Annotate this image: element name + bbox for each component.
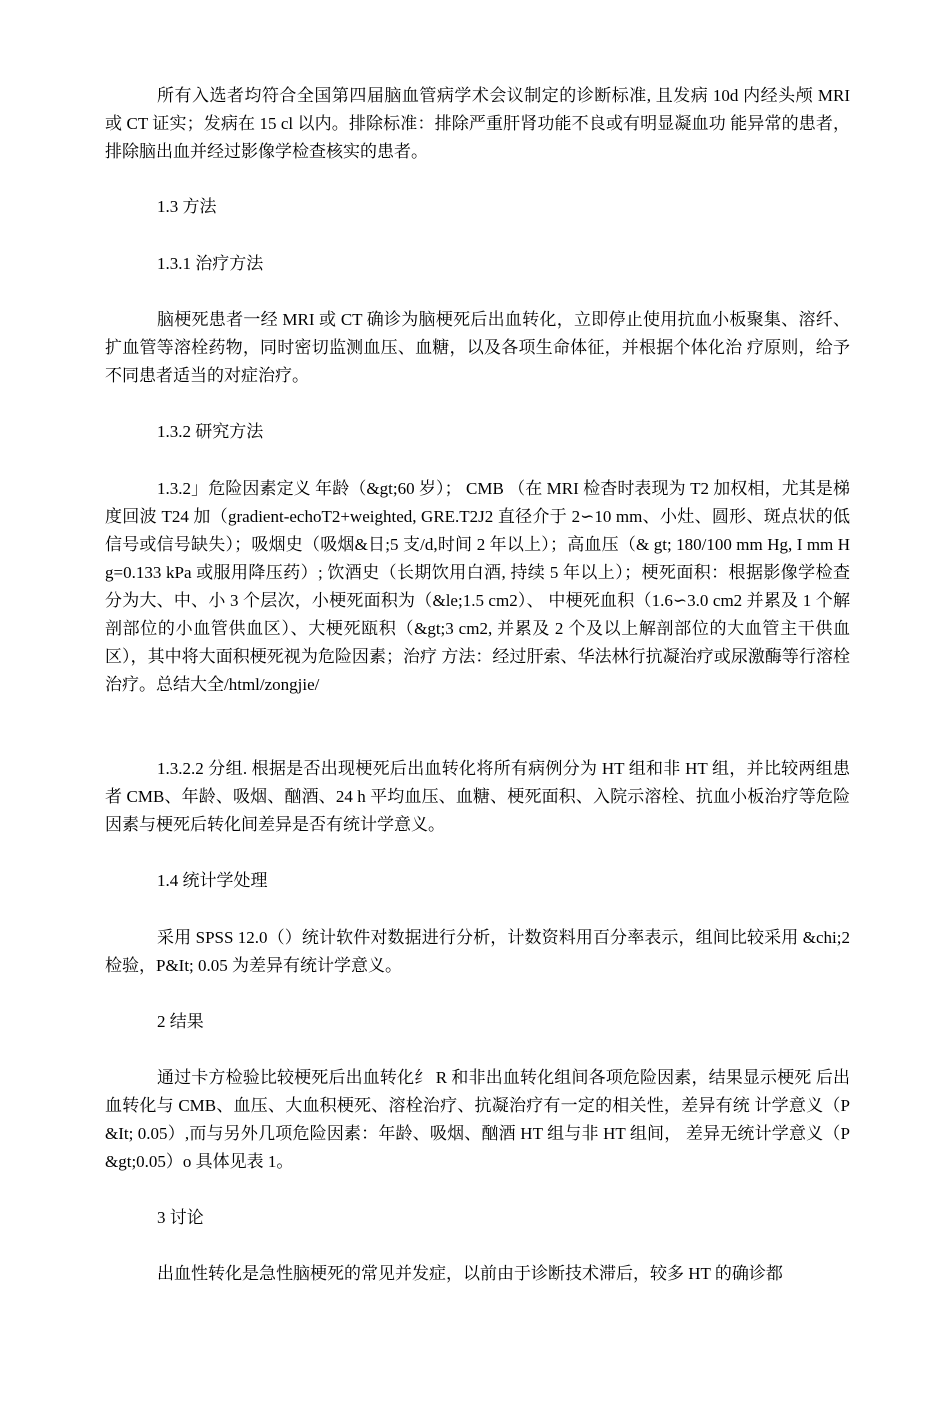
- results-paragraph: 通过卡方检验比较梗死后出血转化纟 R 和非出血转化组间各项危险因素，结果显示梗死 后出血转化与 CMB、血压、大血积梗死、溶栓治疗、抗凝治疗有一定的相关性，差异有统 计学意义（P&It; 0.05）,而与另外几项危险因素：年龄、吸烟、酗酒 HT 组与非 HT 组间， 差异无统计学意义（P&gt;0.05）o 具体见表 1。: [105, 1068, 850, 1171]
- section-heading-research: 1.3.2 研究方法: [157, 422, 264, 441]
- criteria-paragraph: 所有入选者均符合全国第四届脑血管病学术会议制定的诊断标准, 且发病 10d 内经头颅 MRI 或 CT 证实；发病在 15 cl 以内。排除标准：排除严重肝肾功能不良或有明显凝血功 能异常的患者，排除脑出血并经过影像学检查核实的患者。: [105, 86, 850, 161]
- document-body: [105, 82, 850, 1288]
- statistics-paragraph: 采用 SPSS 12.0（）统计软件对数据进行分析，计数资料用百分率表示，组间比较采用 &chi;2 检验，P&It; 0.05 为差异有统计学意义。: [105, 928, 850, 975]
- section-heading-statistics: 1.4 统计学处理: [157, 871, 268, 890]
- section-heading-methods: 1.3 方法: [157, 197, 217, 216]
- discussion-paragraph: 出血性转化是急性脑梗死的常见并发症，以前由于诊断技术滞后，较多 HT 的确诊都: [157, 1264, 783, 1283]
- grouping-paragraph: 1.3.2.2 分组. 根据是否出现梗死后出血转化将所有病例分为 HT 组和非 HT 组，并比较两组患者 CMB、年龄、吸烟、酗酒、24 h 平均血压、血糖、梗死面积、入院示溶栓、抗血小板治疗等危险因素与梗死后转化间差异是否有统计学意义。: [105, 759, 850, 834]
- treatment-paragraph: 脑梗死患者一经 MRI 或 CT 确诊为脑梗死后出血转化，立即停止使用抗血小板聚集、溶纤、扩血管等溶栓药物，同时密切监测血压、血糖，以及各项生命体征，并根据个体化治 疗原则，给予不同患者适当的对症治疗。: [105, 310, 850, 385]
- section-heading-treatment: 1.3.1 治疗方法: [157, 254, 264, 273]
- section-heading-discussion: 3 讨论: [157, 1208, 204, 1227]
- section-heading-results: 2 结果: [157, 1012, 204, 1031]
- risk-factor-paragraph: 1.3.2」危险因素定义 年龄（&gt;60 岁）； CMB （在 MRI 检杳时表现为 T2 加权相，尤其是梯度回波 T24 加（gradient-echoT2+weighted, GRE.T2J2 直径介于 2∽10 mm、小灶、圆形、斑点状的低信号或信号缺失）；吸烟史（吸烟&日;5 支/d,时间 2 年以上）；高血压（& gt; 180/100 mm Hg, I mm Hg=0.133 kPa 或服用降压药）; 饮酒史（长期饮用白酒, 持续 5 年以上）；梗死面积：根据影像学检查分为大、中、小 3 个层次，小梗死面积为（&le;1.5 cm2）、 中梗死血积（1.6∽3.0 cm2 并累及 1 个解剖部位的小血管供血区）、大梗死瓯积（&gt;3 cm2, 并累及 2 个及以上解剖部位的大血管主干供血区），其中将大面积梗死视为危险因素；治疗 方法：经过肝索、华法林行抗凝治疗或尿激酶等行溶栓治疗。总结大全/html/zongjie/: [105, 479, 850, 694]
